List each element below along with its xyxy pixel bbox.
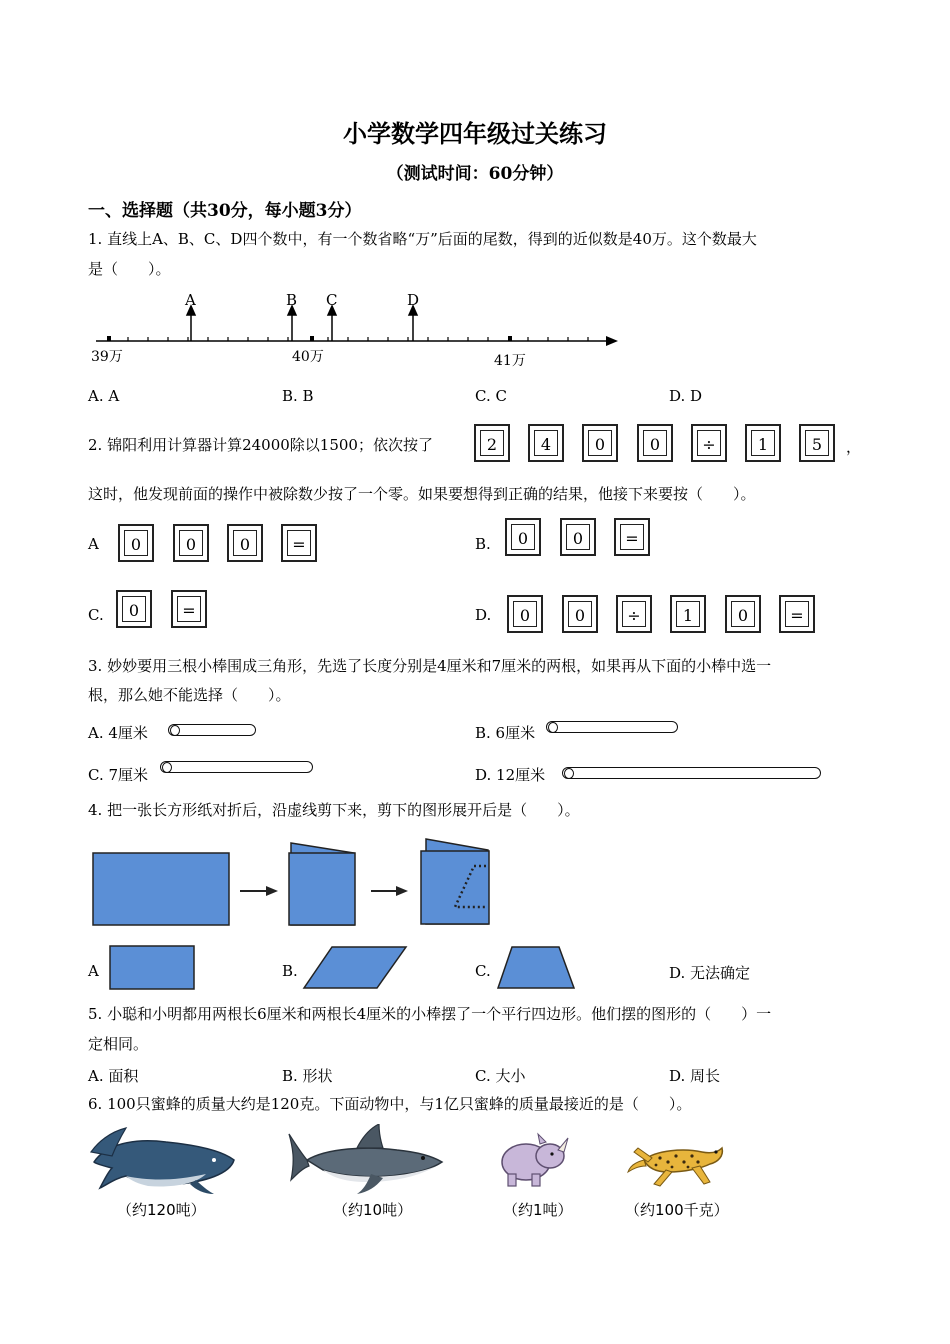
- caption-shark: （约10吨）: [333, 1201, 413, 1219]
- key-4: 4: [528, 424, 564, 462]
- q3-text-line1: 3. 妙妙要用三根小棒围成三角形，先选了长度分别是4厘米和7厘米的两根，如果再从下面的小棒中选一: [88, 657, 772, 675]
- stick-12cm: [562, 767, 821, 779]
- q3-text-line2: 根，那么她不能选择（ ）。: [88, 686, 291, 704]
- key-0: 0: [505, 518, 541, 556]
- whale-image[interactable]: [86, 1122, 238, 1197]
- key-0: 0: [725, 595, 761, 633]
- point-label-c: C: [326, 291, 338, 309]
- key-0: 0: [582, 424, 618, 462]
- stick-6cm: [546, 721, 678, 733]
- arrow-icon: [266, 886, 278, 896]
- q5-text-line1: 5. 小聪和小明都用两根长6厘米和两根长4厘米的小棒摆了一个平行四边形。他们摆的图形的（ ）一: [88, 1005, 772, 1023]
- tick-label-39: 39万: [91, 349, 123, 365]
- arrow-icon: [396, 886, 408, 896]
- q1-option-a[interactable]: A. A: [88, 387, 120, 405]
- tick-40: [310, 336, 314, 341]
- key-0: 0: [116, 590, 152, 628]
- q4-option-c-label[interactable]: C.: [475, 962, 491, 980]
- number-line: [88, 288, 628, 368]
- q2-option-b-label[interactable]: B.: [475, 535, 491, 553]
- stick-7cm: [160, 761, 313, 773]
- key-0: 0: [507, 595, 543, 633]
- paper-rectangle: [93, 853, 229, 925]
- point-label-a: A: [185, 291, 196, 309]
- shark-image[interactable]: [287, 1124, 445, 1196]
- key-2: 2: [474, 424, 510, 462]
- option-rectangle-shape: [108, 944, 198, 992]
- option-parallelogram-shape: [302, 945, 410, 991]
- tick-label-41: 41万: [494, 353, 526, 368]
- page-subtitle: （测试时间：60分钟）: [386, 164, 564, 184]
- section-heading: 一、选择题（共30分，每小题3分）: [88, 201, 362, 221]
- key-equals: =: [171, 590, 207, 628]
- q5-option-c[interactable]: C. 大小: [475, 1067, 526, 1085]
- q4-option-b-label[interactable]: B.: [282, 962, 298, 980]
- tick-41: [508, 336, 512, 341]
- key-divide: ÷: [691, 424, 727, 462]
- point-label-b: B: [286, 291, 298, 309]
- q5-option-d[interactable]: D. 周长: [669, 1067, 721, 1085]
- rhino-image[interactable]: [494, 1130, 572, 1190]
- q5-text-line2: 定相同。: [88, 1035, 149, 1053]
- q3-option-c[interactable]: C. 7厘米: [88, 766, 149, 784]
- q4-text: 4. 把一张长方形纸对折后，沿虚线剪下来，剪下的图形展开后是（ ）。: [88, 801, 580, 819]
- caption-rhino: （约1吨）: [503, 1201, 573, 1219]
- q2-option-d-label[interactable]: D.: [475, 606, 492, 624]
- folded-paper-with-cut: [421, 839, 489, 924]
- tick-39: [107, 336, 111, 341]
- key-divide: ÷: [616, 595, 652, 633]
- q1-option-d[interactable]: D. D: [669, 387, 703, 405]
- q6-text: 6. 100只蜜蜂的质量大约是120克。下面动物中，与1亿只蜜蜂的质量最接近的是（ ）。: [88, 1095, 692, 1113]
- caption-cheetah: （约100千克）: [625, 1201, 729, 1219]
- q1-option-b[interactable]: B. B: [282, 387, 314, 405]
- q4-option-a-label[interactable]: A: [88, 962, 99, 980]
- page-title: 小学数学四年级过关练习: [343, 119, 607, 148]
- q1-option-c[interactable]: C. C: [475, 387, 507, 405]
- stick-4cm: [168, 724, 256, 736]
- point-label-d: D: [407, 291, 420, 309]
- q3-option-b[interactable]: B. 6厘米: [475, 724, 536, 742]
- q2-text-line2: 这时，他发现前面的操作中被除数少按了一个零。如果要想得到正确的结果，他接下来要按（ ）。: [88, 485, 756, 503]
- q2-text-line1: 2. 锦阳利用计算器计算24000除以1500；依次按了: [88, 436, 433, 454]
- key-equals: =: [281, 524, 317, 562]
- q2-option-a-label[interactable]: A: [88, 535, 99, 553]
- key-0: 0: [562, 595, 598, 633]
- caption-whale: （约120吨）: [117, 1201, 206, 1219]
- q1-text-line2: 是（ ）。: [88, 260, 171, 278]
- key-0: 0: [173, 524, 209, 562]
- q3-option-a[interactable]: A. 4厘米: [88, 724, 148, 742]
- q5-option-b[interactable]: B. 形状: [282, 1067, 333, 1085]
- tick-label-40: 40万: [292, 349, 324, 365]
- key-0: 0: [560, 518, 596, 556]
- key-1: 1: [670, 595, 706, 633]
- key-equals: =: [779, 595, 815, 633]
- key-1: 1: [745, 424, 781, 462]
- key-0: 0: [227, 524, 263, 562]
- q1-text-line1: 1. 直线上A、B、C、D四个数中，有一个数省略“万”后面的尾数，得到的近似数是40万。这个数最大: [88, 230, 757, 248]
- key-5: 5: [799, 424, 835, 462]
- option-trapezoid-shape: [496, 945, 578, 991]
- q4-option-d[interactable]: D. 无法确定: [669, 964, 751, 982]
- key-0: 0: [118, 524, 154, 562]
- cheetah-image[interactable]: [626, 1132, 726, 1190]
- q3-option-d[interactable]: D. 12厘米: [475, 766, 546, 784]
- q2-option-c-label[interactable]: C.: [88, 606, 104, 624]
- q2-comma: ，: [846, 438, 862, 456]
- q5-option-a[interactable]: A. 面积: [88, 1067, 139, 1085]
- folded-paper: [289, 843, 355, 925]
- key-equals: =: [614, 518, 650, 556]
- key-0: 0: [637, 424, 673, 462]
- fold-diagram: [88, 834, 498, 929]
